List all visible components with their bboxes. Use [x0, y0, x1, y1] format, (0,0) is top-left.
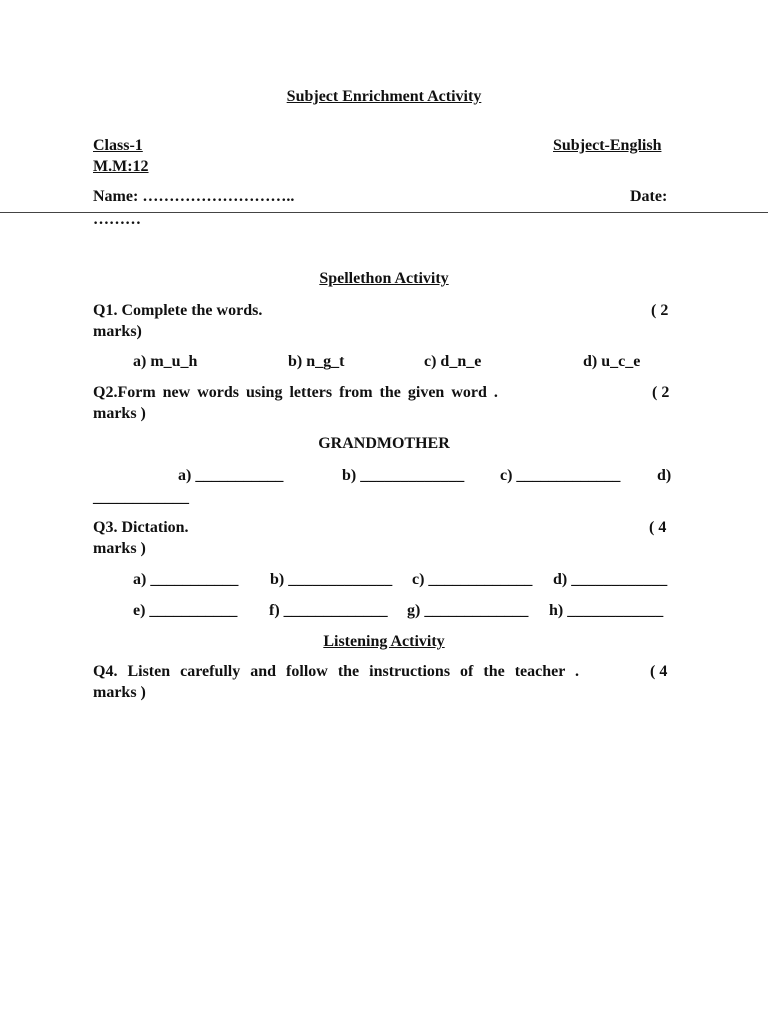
dictation-blank: d) ____________: [553, 571, 668, 588]
subject-label: Subject-English: [553, 137, 662, 154]
given-word: GRANDMOTHER: [318, 435, 450, 452]
dictation-blank: g) _____________: [407, 602, 529, 619]
q4-text: Q4. Listen carefully and follow the instructions of the teacher .: [93, 663, 580, 680]
max-marks-label: M.M:12: [93, 158, 149, 175]
page-title: Subject Enrichment Activity: [286, 88, 482, 105]
dictation-blank: e) ___________: [133, 602, 238, 619]
q3-marks-label: marks ): [93, 540, 146, 557]
q2-blank: d): [657, 467, 672, 484]
q2-blank: b) _____________: [342, 467, 465, 484]
q4-marks-label: marks ): [93, 684, 146, 701]
q1-text: Q1. Complete the words.: [93, 302, 263, 319]
dictation-blank: f) _____________: [269, 602, 388, 619]
name-field: Name: ………………………..: [93, 188, 295, 205]
class-label: Class-1: [93, 137, 143, 154]
dictation-blank: a) ___________: [133, 571, 239, 588]
dictation-blank: b) _____________: [270, 571, 393, 588]
q1-item: c) d_n_e: [424, 353, 482, 370]
q1-item: a) m_u_h: [133, 353, 198, 370]
q2-blank: a) ___________: [178, 467, 284, 484]
q2-blank: c) _____________: [500, 467, 621, 484]
q2-marks: ( 2: [652, 384, 670, 401]
q2-marks-label: marks ): [93, 405, 146, 422]
q1-item: d) u_c_e: [583, 353, 641, 370]
q3-marks: ( 4: [649, 519, 667, 536]
q4-marks: ( 4: [650, 663, 668, 680]
q2-text: Q2.Form new words using letters from the given word .: [93, 384, 498, 401]
q2-blank-tail: ____________: [93, 489, 189, 506]
dictation-blank: h) ____________: [549, 602, 664, 619]
date-field: Date:: [630, 188, 668, 205]
dictation-blank: c) _____________: [412, 571, 533, 588]
q1-marks-label: marks): [93, 323, 142, 340]
section-heading-listening: Listening Activity: [323, 633, 445, 650]
q3-text: Q3. Dictation.: [93, 519, 189, 536]
date-dots: ………: [93, 211, 141, 228]
section-heading-spellethon: Spellethon Activity: [319, 270, 449, 287]
q1-marks: ( 2: [651, 302, 669, 319]
q1-item: b) n_g_t: [288, 353, 345, 370]
